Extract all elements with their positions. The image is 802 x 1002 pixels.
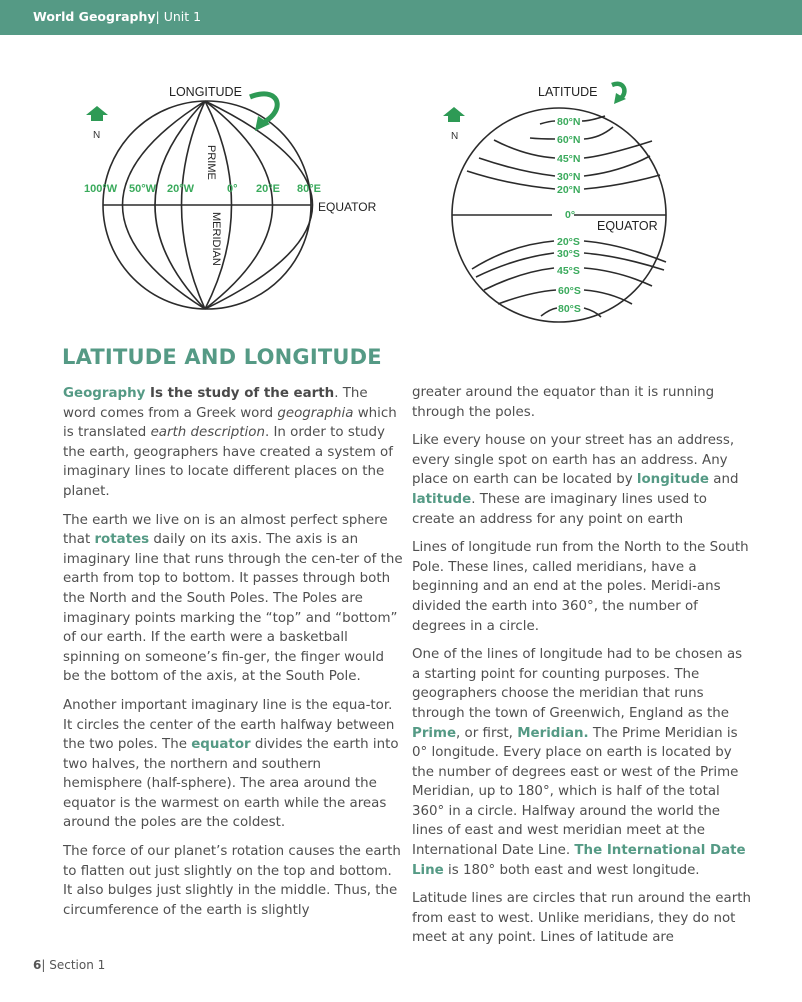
body-text: is 180° both east and west longitude.: [443, 862, 700, 878]
section-title: LATITUDE AND LONGITUDE: [62, 345, 382, 369]
meridian-label: 0°: [227, 183, 238, 195]
body-text: greater around the equator than it is running through the poles.: [412, 385, 715, 420]
footer-separator: |: [41, 958, 50, 972]
parallel-label: 45°S: [557, 265, 580, 277]
body-text: and: [709, 472, 739, 488]
paragraph: [63, 696, 403, 833]
key-term: Prime: [412, 725, 457, 741]
longitude-globe: [103, 101, 313, 309]
paragraph: [63, 384, 403, 502]
parallel-label: 60°N: [557, 134, 581, 146]
globe-figures: [0, 35, 802, 335]
rotation-arrow-icon-latitude: [612, 84, 626, 104]
body-text: . These are imaginary lines used to create an address for any point on earth: [412, 491, 707, 527]
key-term: The International Date Line: [412, 843, 746, 878]
paragraph: [412, 645, 752, 880]
body-text: The Prime Meridian is 0° longitude. Every place on earth is located by the number of degrees east or west of the Prime Meridian, up to 180°, which is half of the total 360° in a circle. Halfway around the world the lines of east and west meridian meet at the International Date Line.: [412, 725, 739, 859]
equator-label-left: EQUATOR: [318, 200, 377, 214]
body-text: Another important imaginary line is the equa-tor. It circles the center of the earth halfway between the two poles. The: [63, 697, 395, 753]
header-bar: [0, 0, 802, 35]
globe-diagrams: [0, 35, 802, 335]
parallel-label: 20°S: [557, 236, 580, 248]
longitude-title: LONGITUDE: [169, 85, 242, 99]
key-term: Geography: [63, 386, 146, 401]
body-text: daily on its axis. The axis is an imaginary line that runs through the cen-ter of the earth from top to bottom. It passes through both the North and the South Poles. The Poles are imaginary points marking the “top” and “bottom” of our earth. If the earth were a basketball spinning on someone’s fin-ger, the finger would be the bottom of the axis, at the South Pole.: [63, 532, 403, 685]
paragraph: [412, 889, 752, 948]
key-term: latitude: [412, 491, 472, 507]
italic-text: geographia: [277, 405, 354, 421]
paragraph: [63, 842, 403, 920]
body-text: The force of our planet’s rotation causes the earth to flatten out just slightly on the top and bottom. It also bulges just slightly in the middle. Thus, the circumference of the earth is slightly: [63, 844, 401, 918]
body-text: which is translated: [63, 405, 397, 441]
meridian-labels: [84, 183, 321, 195]
paragraph: [63, 511, 403, 687]
equator-degree-label: 0°: [565, 209, 576, 221]
parallel-label: 30°N: [557, 171, 581, 183]
parallel-label: 30°S: [557, 248, 580, 260]
paragraph: [412, 431, 752, 529]
meridian-label: 50°W: [129, 183, 157, 195]
meridian-label: 80°E: [297, 183, 321, 195]
footer-section: Section 1: [49, 958, 106, 972]
north-arrow-icon-left: [86, 106, 108, 121]
paragraph: [412, 383, 752, 422]
meridian-label-vertical: MERIDIAN: [210, 212, 222, 266]
key-term: Meridian.: [517, 725, 589, 741]
parallel-label: 80°S: [558, 303, 581, 315]
body-text: . In order to study the earth, geographers have created a system of imaginary lines to locate different places on the planet.: [63, 425, 393, 499]
header-separator: |: [155, 9, 164, 24]
key-term: longitude: [636, 472, 709, 488]
north-arrow-icon-right: [443, 107, 465, 122]
bold-text: Is the study of the earth: [145, 386, 335, 401]
body-text: The earth we live on is an almost perfect sphere that: [63, 512, 388, 548]
page-number: 6: [33, 958, 42, 972]
right-column: [412, 383, 752, 957]
body-text: Lines of longitude run from the North to the South Pole. These lines, called meridians, have a beginning and an end at the poles. Meridi-ans divided the earth into 360°, the number of degrees in a circle.: [412, 540, 749, 634]
page-footer: [33, 958, 105, 972]
parallel-label: 60°S: [558, 285, 581, 297]
body-text: Latitude lines are circles that run around the earth from east to west. Unlike meridians, they do not meet at any point. Lines of latitude are: [412, 891, 751, 946]
meridian-label: 20°E: [256, 183, 280, 195]
body-text: , or first,: [456, 725, 518, 741]
parallel-label: 80°N: [557, 116, 581, 128]
prime-label: PRIME: [205, 145, 217, 180]
left-column: [63, 384, 403, 929]
unit-label: Unit 1: [163, 9, 202, 24]
equator-label-right: EQUATOR: [597, 219, 658, 233]
latitude-title: LATITUDE: [538, 85, 598, 99]
body-text: Like every house on your street has an address, every single spot on earth has an address. Any place on earth can be located by: [412, 433, 735, 488]
body-text: . The word comes from a Greek word: [63, 386, 368, 421]
running-header: [33, 9, 201, 24]
north-label-left: N: [93, 130, 101, 141]
paragraph: [412, 538, 752, 636]
key-term: equator: [191, 737, 251, 753]
meridian-label: 100°W: [84, 183, 118, 195]
meridian-label: 20°W: [167, 183, 195, 195]
book-title: World Geography: [33, 9, 156, 24]
body-text: One of the lines of longitude had to be chosen as a starting point for counting purposes. The geographers choose the meridian that runs through the town of Greenwich, England as the: [412, 647, 743, 721]
body-text: divides the earth into two halves, the northern and southern hemisphere (half-sphere). The area around the equator is the warmest on earth while the areas around the poles are the coldest.: [63, 737, 399, 831]
key-term: rotates: [94, 532, 150, 548]
parallel-label: 20°N: [557, 184, 581, 196]
north-label-right: N: [451, 131, 459, 142]
italic-text: earth description: [150, 425, 265, 441]
parallel-label: 45°N: [557, 153, 581, 165]
